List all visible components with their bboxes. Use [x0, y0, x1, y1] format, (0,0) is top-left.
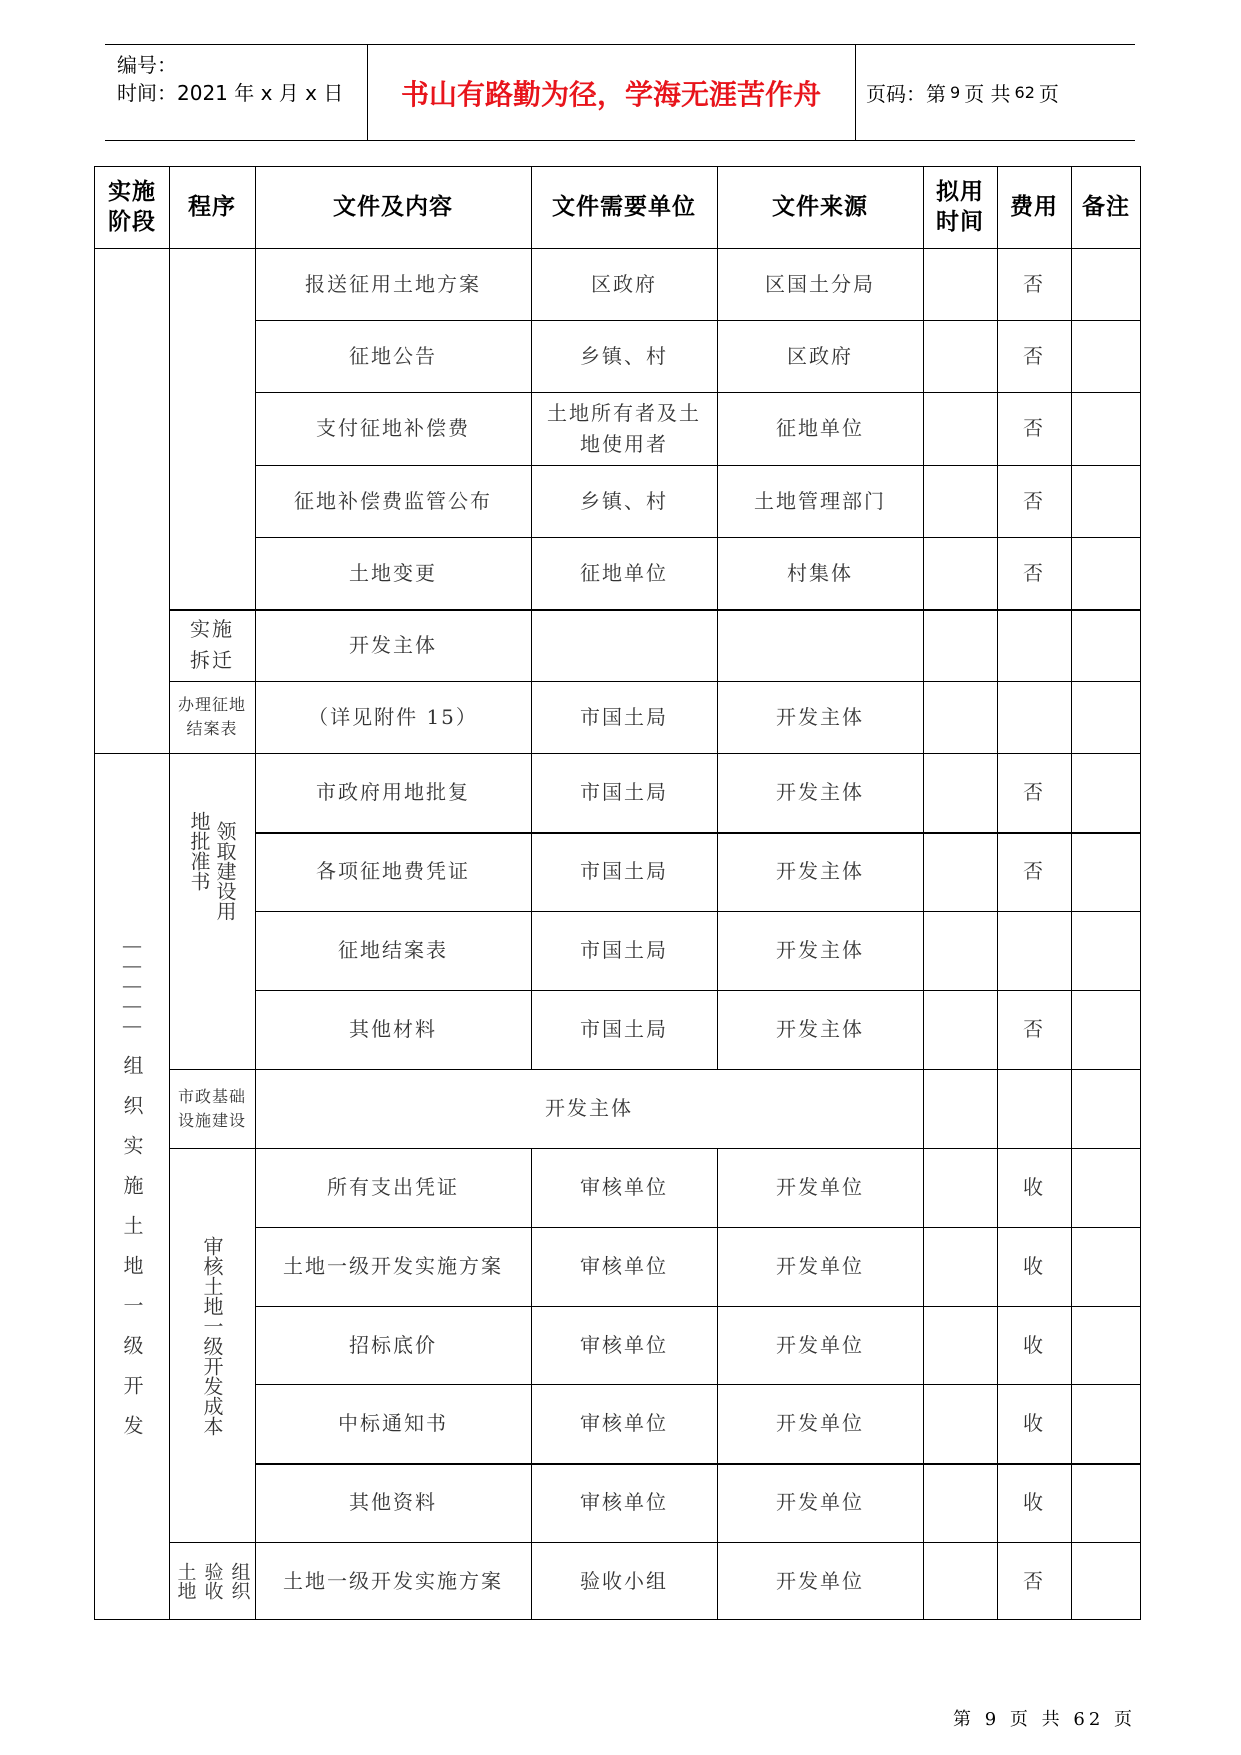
cell-source: 开发单位 [776, 1490, 864, 1514]
cell-content: 土地一级开发实施方案 [283, 1568, 503, 1593]
cell-fee [997, 911, 1071, 990]
procedure-demolition: 实施拆迁 [190, 617, 234, 672]
cell-source: 开发单位 [776, 1568, 864, 1593]
procedure-permit-col1: 领取建设用 [213, 821, 237, 921]
grid-line [169, 609, 1141, 611]
cell-source: 开发主体 [776, 704, 864, 729]
cell-content: 其他资料 [349, 1490, 437, 1514]
header-fee: 费用 [1010, 193, 1058, 220]
cell-unit: 市国土局 [580, 704, 668, 729]
cell-fee: 否 [1023, 343, 1045, 368]
grid-line [169, 681, 1141, 682]
cell-content: 市政府用地批复 [316, 780, 470, 804]
cell-source: 开发单位 [776, 1411, 864, 1435]
procedure-audit [169, 1148, 255, 1542]
header-note: 备注 [1082, 193, 1130, 220]
cell-unit: 乡镇、村 [580, 343, 668, 368]
cell-content: 土地变更 [349, 560, 437, 585]
header-source: 文件来源 [772, 193, 868, 220]
cell-fee: 收 [1023, 1490, 1045, 1514]
cell-fee: 否 [1023, 560, 1045, 585]
cell-unit: 审核单位 [580, 1490, 668, 1514]
header-unit: 文件需要单位 [552, 193, 696, 220]
grid-line [255, 320, 1141, 321]
cell-source: 村集体 [787, 560, 853, 585]
cell-content: 支付征地补偿费 [316, 416, 470, 440]
cell-source: 开发单位 [776, 1254, 864, 1278]
cell-unit: 审核单位 [580, 1332, 668, 1357]
cell-fee: 否 [1023, 859, 1045, 883]
cell-unit: 验收小组 [580, 1568, 668, 1593]
cell-unit: 区政府 [591, 271, 657, 296]
grid-line [255, 1227, 1141, 1228]
grid-line [95, 248, 1141, 249]
grid-line [717, 1148, 718, 1620]
cell-source: 开发主体 [776, 780, 864, 804]
cell-source: 区政府 [787, 343, 853, 368]
page-number: 9 [950, 83, 961, 102]
cell-fee: 否 [1023, 1017, 1045, 1041]
cell-content: 报送征用土地方案 [305, 271, 481, 296]
stage-organize [95, 753, 169, 1620]
grid-line [255, 537, 1141, 538]
cell-fee [997, 681, 1071, 753]
cell-fee [997, 609, 1071, 681]
page-footer: 第 9 页 共 62 页 [953, 1709, 1136, 1730]
cell-source: 开发单位 [776, 1175, 864, 1199]
grid-line [531, 1148, 532, 1620]
grid-line [923, 167, 924, 1620]
cell-content: 所有支出凭证 [327, 1175, 459, 1199]
cell-unit: 审核单位 [580, 1175, 668, 1199]
header-content: 文件及内容 [333, 193, 453, 220]
cell-source: 开发主体 [776, 1017, 864, 1041]
grid-line [255, 990, 1141, 991]
procedure-accept-col3: 组织 [228, 1562, 251, 1600]
stage-organize-dash: ————— [120, 933, 144, 1033]
procedure-acceptance [169, 1542, 255, 1620]
grid-line [169, 167, 170, 1620]
grid-line [255, 167, 256, 1620]
procedure-audit-text: 审核土地一级开发成本 [200, 1236, 224, 1436]
page-indicator: 页码：第 9 页 共 62 页 [866, 82, 1059, 106]
grid-line [255, 1384, 1141, 1385]
procedure-filing: 办理征地结案表 [177, 695, 246, 738]
cell-fee: 否 [1023, 488, 1045, 513]
header-stage: 实施阶段 [108, 178, 156, 235]
cell-source: 征地单位 [776, 416, 864, 440]
cell-unit: 审核单位 [580, 1411, 668, 1435]
cell-content: （详见附件 15） [308, 704, 478, 729]
grid-line [997, 167, 998, 1620]
cell-fee: 收 [1023, 1254, 1045, 1278]
cell-source [717, 609, 923, 681]
cell-source: 土地管理部门 [754, 488, 886, 513]
grid-line [1071, 167, 1072, 1620]
grid-line [95, 753, 1141, 754]
grid-line [255, 911, 1141, 912]
cell-fee: 收 [1023, 1332, 1045, 1357]
header-right-cell [855, 45, 1136, 140]
cell-unit: 市国土局 [580, 859, 668, 883]
grid-line [717, 167, 718, 1069]
document-number-label: 编号： [117, 53, 177, 77]
cell-content: 开发主体 [349, 632, 437, 657]
header-time: 拟用时间 [936, 178, 984, 235]
header-left-cell [105, 45, 368, 140]
cell-source: 开发主体 [776, 859, 864, 883]
cell-content: 招标底价 [349, 1332, 437, 1357]
cell-unit: 征地单位 [580, 560, 668, 585]
cell-content: 土地一级开发实施方案 [283, 1254, 503, 1278]
cell-unit: 市国土局 [580, 1017, 668, 1041]
header-motto: 书山有路勤为径，学海无涯苦作舟 [400, 77, 821, 111]
cell-unit: 土地所有者及土地使用者 [547, 400, 701, 456]
procedure-permit [169, 753, 255, 1069]
grid-line [531, 167, 532, 1069]
grid-line [255, 465, 1141, 466]
cell-unit: 乡镇、村 [580, 488, 668, 513]
cell-content: 其他材料 [349, 1017, 437, 1041]
cell-unit: 市国土局 [580, 938, 668, 962]
grid-line [255, 832, 1141, 834]
cell-unit: 市国土局 [580, 780, 668, 804]
procedure-accept-col2: 验收 [201, 1562, 224, 1600]
cell-unit [531, 609, 717, 681]
cell-content: 各项征地费凭证 [316, 859, 470, 883]
header-procedure: 程序 [188, 193, 236, 220]
cell-content: 征地补偿费监管公布 [294, 488, 492, 513]
cell-content: 开发主体 [545, 1096, 633, 1120]
cell-fee: 收 [1023, 1411, 1045, 1435]
cell-source: 区国土分局 [765, 271, 875, 296]
cell-fee: 收 [1023, 1175, 1045, 1199]
procedure-municipal: 市政基础设施建设 [177, 1086, 246, 1130]
grid-line [169, 1148, 1141, 1149]
cell-fee: 否 [1023, 271, 1045, 296]
page-total: 62 [1014, 83, 1035, 102]
page-header [105, 44, 1135, 141]
cell-fee: 否 [1023, 780, 1045, 804]
cell-fee: 否 [1023, 416, 1045, 440]
cell-fee: 否 [1023, 1568, 1045, 1593]
cell-content: 征地结案表 [338, 938, 448, 962]
cell-source: 开发单位 [776, 1332, 864, 1357]
cell-content: 中标通知书 [338, 1411, 448, 1435]
procedure-accept-col1: 土地 [174, 1562, 197, 1600]
grid-line [255, 1306, 1141, 1307]
cell-content: 征地公告 [349, 343, 437, 368]
stage-organize-text: 组织实施土地一级开发 [120, 1055, 144, 1455]
cell-unit: 审核单位 [580, 1254, 668, 1278]
document-date: 时间：2021 年 x 月 x 日 [117, 81, 344, 105]
grid-line [255, 1463, 1141, 1465]
grid-line [169, 1542, 1141, 1543]
procedure-table [94, 166, 1141, 1620]
grid-line [255, 392, 1141, 393]
cell-source: 开发主体 [776, 938, 864, 962]
grid-line [169, 1069, 1141, 1070]
procedure-permit-col2: 地批准书 [187, 811, 211, 891]
